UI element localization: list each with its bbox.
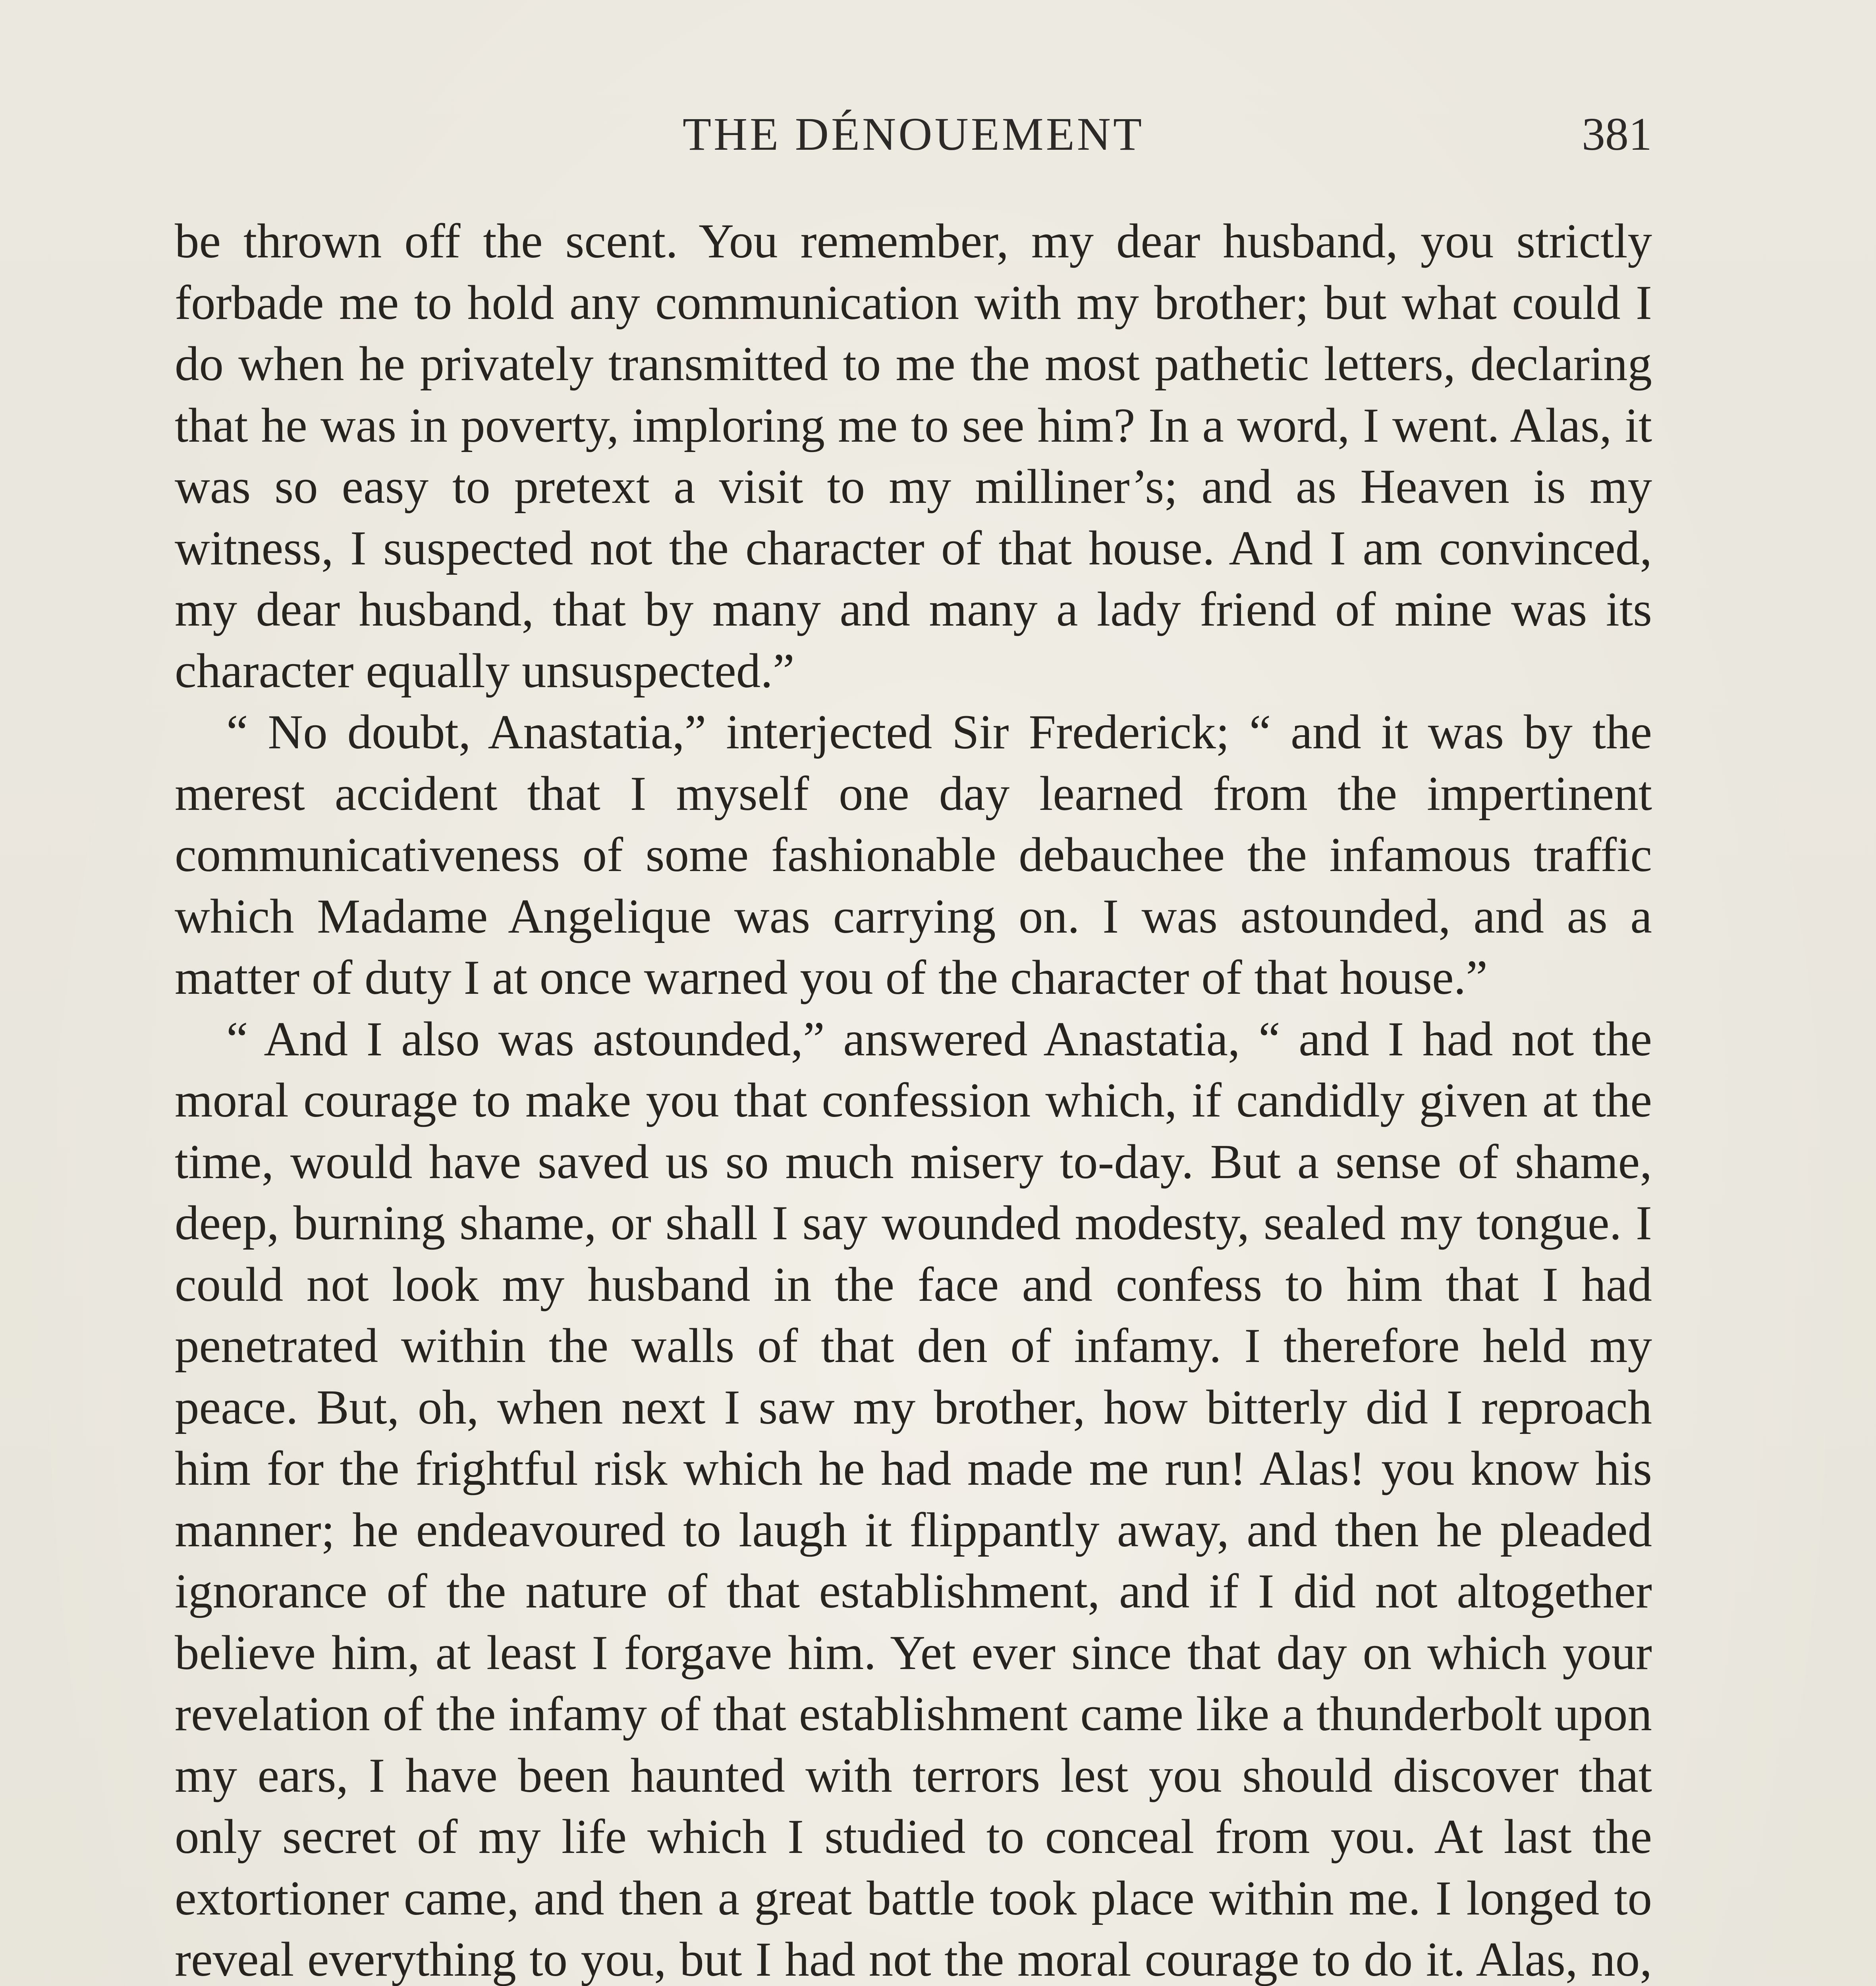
paragraph-anastatia-confession: “ And I also was astounded,” answered Anastatia, “ and I had not the moral courage to make you that confession which, if candidly given at the time, would have saved us so much misery to-day. But a sense of shame, deep, burning shame, or shall I say wounded modesty, sealed my tongue. I could not look my husband in the face and confess to him that I had penetrated within the walls of that den of infamy. I therefore held my peace. But, oh, when next I saw my brother, how bitterly did I reproach him for the frightful risk which he had made me run! Alas! you know his manner; he endeavoured to laugh it flippantly away, and then he pleaded ignorance of the nature of that establishment, and if I did not altogether believe him, at least I forgave him. Yet ever since that day on which your revelation of the infamy of that establishment came like a thunderbolt upon my ears, I have been haunted with terrors lest you should discover that only secret of my life which I studied to conceal from you. At last the extortioner came, and then a great battle took place within me. I longed to reveal everything to you, but I had not the moral courage to do it. Alas, no, — [175, 1011, 1652, 1986]
running-title: THE DÉNOUEMENT — [682, 108, 1145, 160]
paragraph-continued: be thrown off the scent. You remember, my dear husband, you strictly forbade me to hold any communication with my brother; but what could I do when he privately transmitted to me the most pathetic letters, declaring that he was in poverty, imploring me to see him? In a word, I went. Alas, it was so easy to pretext a visit to my milliner’s; and as Heaven is my witness, I suspected not the character of that house. And I am convinced, my dear husband, that by many and many a lady friend of mine was its character equally unsuspected.” — [175, 214, 1652, 698]
body-text — [175, 211, 1652, 1986]
paragraph-sir-frederick: “ No doubt, Anastatia,” interjected Sir Frederick; “ and it was by the merest accident that I myself one day learned from the impertinent communicativeness of some fashionable debauchee the infamous traffic which Madame Angelique was carrying on. I was astounded, and as a matter of duty I at once warned you of the character of that house.” — [175, 705, 1652, 1005]
page-number: 381 — [1582, 108, 1652, 160]
running-head — [175, 107, 1652, 167]
